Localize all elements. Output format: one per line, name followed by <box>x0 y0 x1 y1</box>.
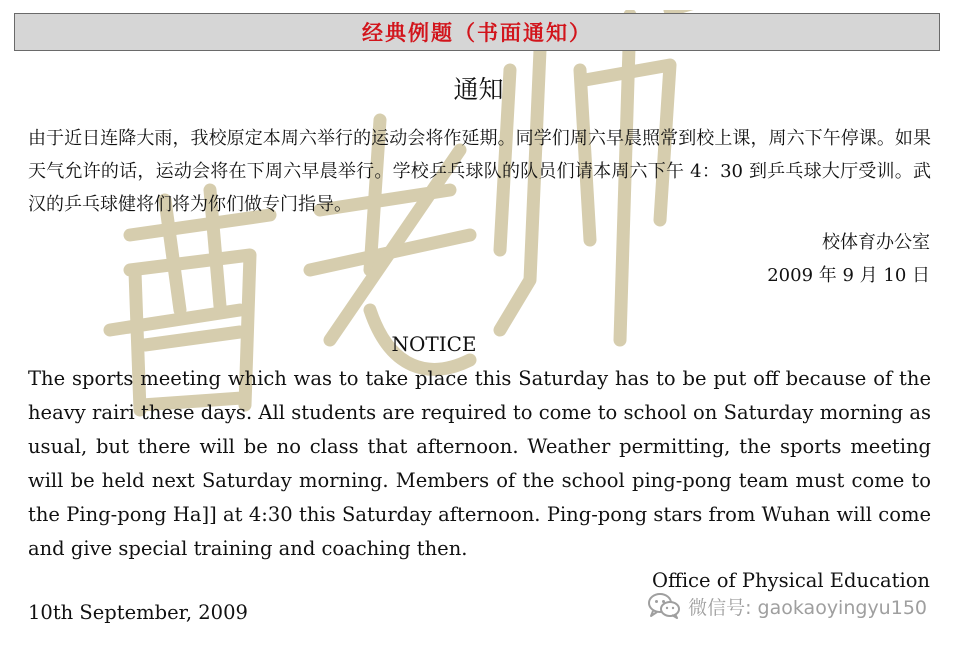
wechat-watermark <box>647 592 927 620</box>
english-notice-title: NOTICE <box>391 332 477 356</box>
chinese-notice-date: 2009 年 9 月 10 日 <box>767 265 930 286</box>
header-banner <box>14 13 940 51</box>
chinese-notice-body: 由于近日连降大雨，我校原定本周六举行的运动会将作延期。同学们周六早晨照常到校上课，周六下午停课。如果天气允许的话，运动会将在下周六早晨举行。学校乒乓球队的队员们请本周六下午 4：30 到乒乓球大厅受训。武汉的乒乓球健将们将为你们做专门指导。 <box>28 128 931 215</box>
english-notice-date: 10th September, 2009 <box>28 601 248 624</box>
english-notice-signature: Office of Physical Education <box>651 569 930 592</box>
header-title: 经典例题（书面通知） <box>362 20 592 45</box>
wechat-icon <box>647 592 681 620</box>
chinese-notice-title: 通知 <box>453 75 504 104</box>
chinese-notice-signature: 校体育办公室 <box>822 232 930 253</box>
chinese-notice-signature-block <box>767 226 930 292</box>
english-notice-body: The sports meeting which was to take place this Saturday has to be put off because of the heavy rairi these days. All students are required to come to school on Saturday morning as usual, but there will be no class that afternoon. Weather permitting, the sports meeting will be held next Saturday morning. Members of the school ping-pong team must come to the Ping-pong Ha]] at 4:30 this Saturday afternoon. Ping-pong stars from Wuhan will come and give special training and coaching then. <box>28 367 931 560</box>
wechat-id-label: 微信号: gaokaoyingyu150 <box>688 596 927 619</box>
